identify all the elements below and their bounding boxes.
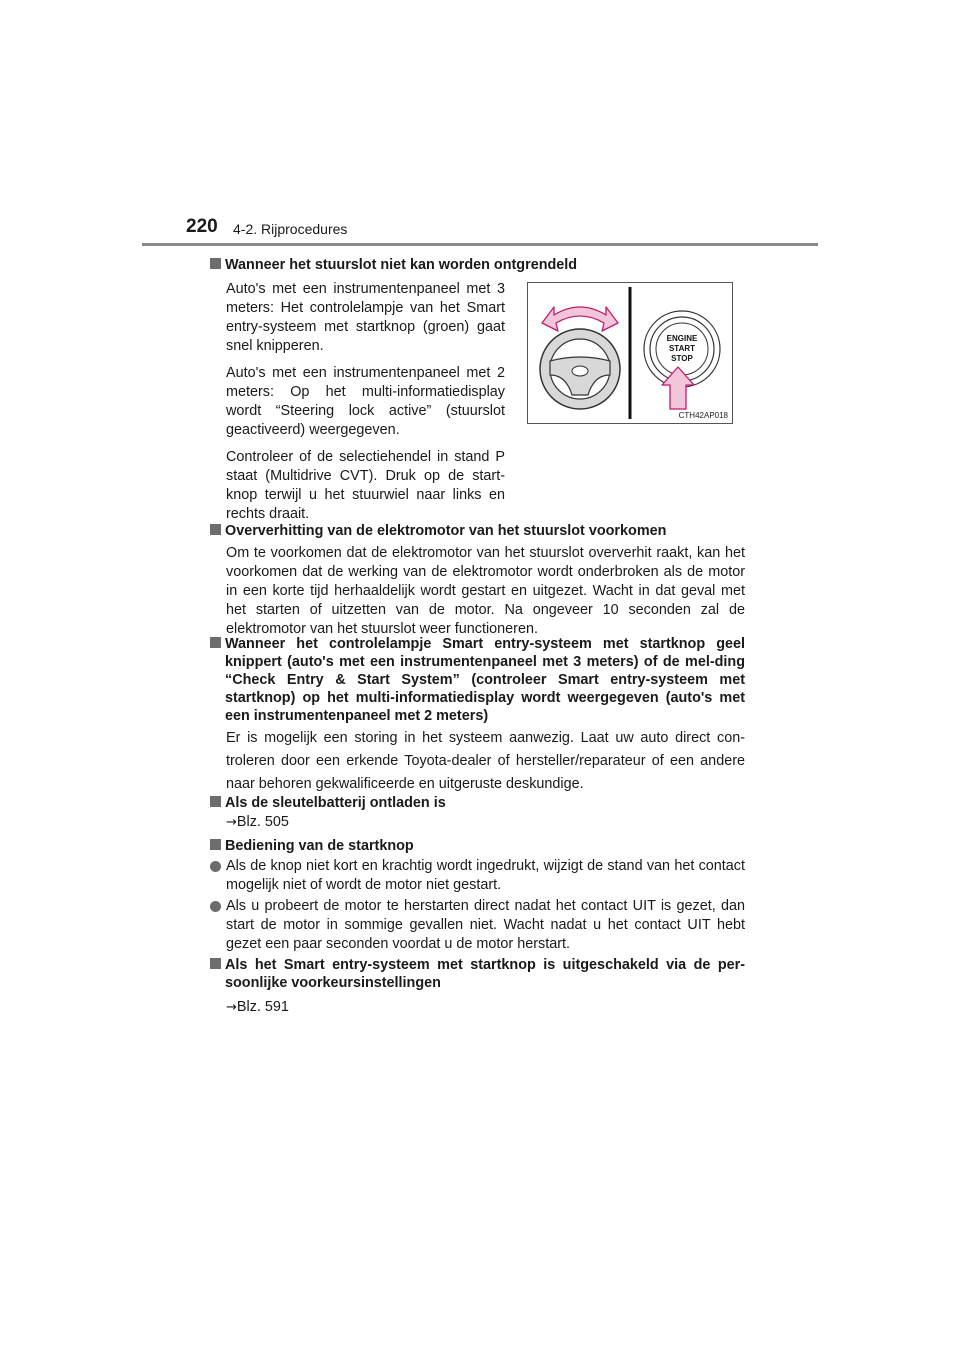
arrow-right-icon: → — [226, 1000, 237, 1015]
paragraph: Auto's met een instrumentenpaneel met 2 meters: Op het multi-informatiedisplay wordt “Steering lock active” (stuurslot geactiveerd) weergegeven. — [226, 365, 505, 438]
page-number: 220 — [186, 216, 218, 237]
heading-key-battery: Als de sleutelbatterij ontladen is — [210, 794, 745, 812]
paragraph: Auto's met een instrumentenpaneel met 3 meters: Het controlelampje van het Smart entry-systeem met startknop (groen) gaat snel knipperen. — [226, 281, 505, 354]
list-item: Als de knop niet kort en krachtig wordt ingedrukt, wijzigt de stand van het contact mogelijk niet of wordt de motor niet gestart. — [210, 857, 745, 895]
arrow-right-icon: → — [226, 815, 237, 830]
figure-code: CTH42AP018 — [678, 411, 728, 420]
steering-figure — [527, 282, 733, 424]
list-item: Als u probeert de motor te herstarten direct nadat het contact UIT is gezet, dan start de motor in sommige gevallen niet. Wacht nadat u het contact UIT hebt gezet een paar seconden voordat u de motor herstart. — [210, 897, 745, 954]
heading-overheating: Oververhitting van de elektromotor van het stuurslot voorkomen — [210, 522, 746, 540]
heading-steering-lock: Wanneer het stuurslot niet kan worden ontgrendeld — [210, 256, 720, 274]
bullet-dot-icon — [210, 901, 221, 912]
square-bullet-icon — [210, 258, 221, 269]
warning-light-text: Er is mogelijk een storing in het systeem aanwezig. Laat uw auto direct con-troleren door een erkende Toyota-dealer of hersteller/reparateur of een andere naar behoren gekwalificeerde en uitgeruste deskundige. — [226, 730, 745, 792]
button-text-stop: STOP — [671, 354, 693, 363]
steering-lock-text — [226, 280, 505, 532]
page-reference: →Blz. 591 — [226, 999, 289, 1015]
heading-start-button: Bediening van de startknop — [210, 837, 745, 855]
section-title: 4-2. Rijprocedures — [233, 221, 348, 237]
button-text-start: START — [668, 344, 696, 353]
steering-wheel-icon — [540, 329, 620, 409]
square-bullet-icon — [210, 958, 221, 969]
overheating-text: Om te voorkomen dat de elektromotor van het stuurslot oververhit raakt, kan het voorkomen dat de werking van de elektromotor wordt onderbroken als de motor in een korte tijd herhaaldelijk wordt gestart en uitgezet. Wacht in dat geval met het starten of uitzetten van de motor. Na ongeveer 10 seconden zal de elektromotor van het stuurslot weer functioneren. — [226, 545, 745, 637]
square-bullet-icon — [210, 637, 221, 648]
heading-warning-light: Wanneer het controlelampje Smart entry-systeem met startknop geel knippert (auto's met een instrumentenpaneel met 3 meters) of de mel-ding “Check Entry & Start System” (controleer Smart entry-systeem met startknop) op het multi-informatiedisplay wordt weergegeven (auto's met een instrumentenpaneel met 2 meters) — [210, 635, 745, 725]
steering-wheel-illustration — [528, 283, 732, 423]
square-bullet-icon — [210, 524, 221, 535]
button-text-engine: ENGINE — [666, 334, 698, 343]
heading-personal-settings: Als het Smart entry-systeem met startknop is uitgeschakeld via de per-soonlijke voorkeursinstellingen — [210, 956, 745, 992]
bullet-dot-icon — [210, 861, 221, 872]
rotate-arrow-icon — [542, 307, 618, 331]
header-divider — [142, 243, 818, 246]
paragraph: Controleer of de selectiehendel in stand P staat (Multidrive CVT). Druk op de start-knop terwijl u het stuurwiel naar links en rechts draait. — [226, 449, 505, 522]
square-bullet-icon — [210, 796, 221, 807]
page-reference: →Blz. 505 — [226, 814, 289, 830]
square-bullet-icon — [210, 839, 221, 850]
